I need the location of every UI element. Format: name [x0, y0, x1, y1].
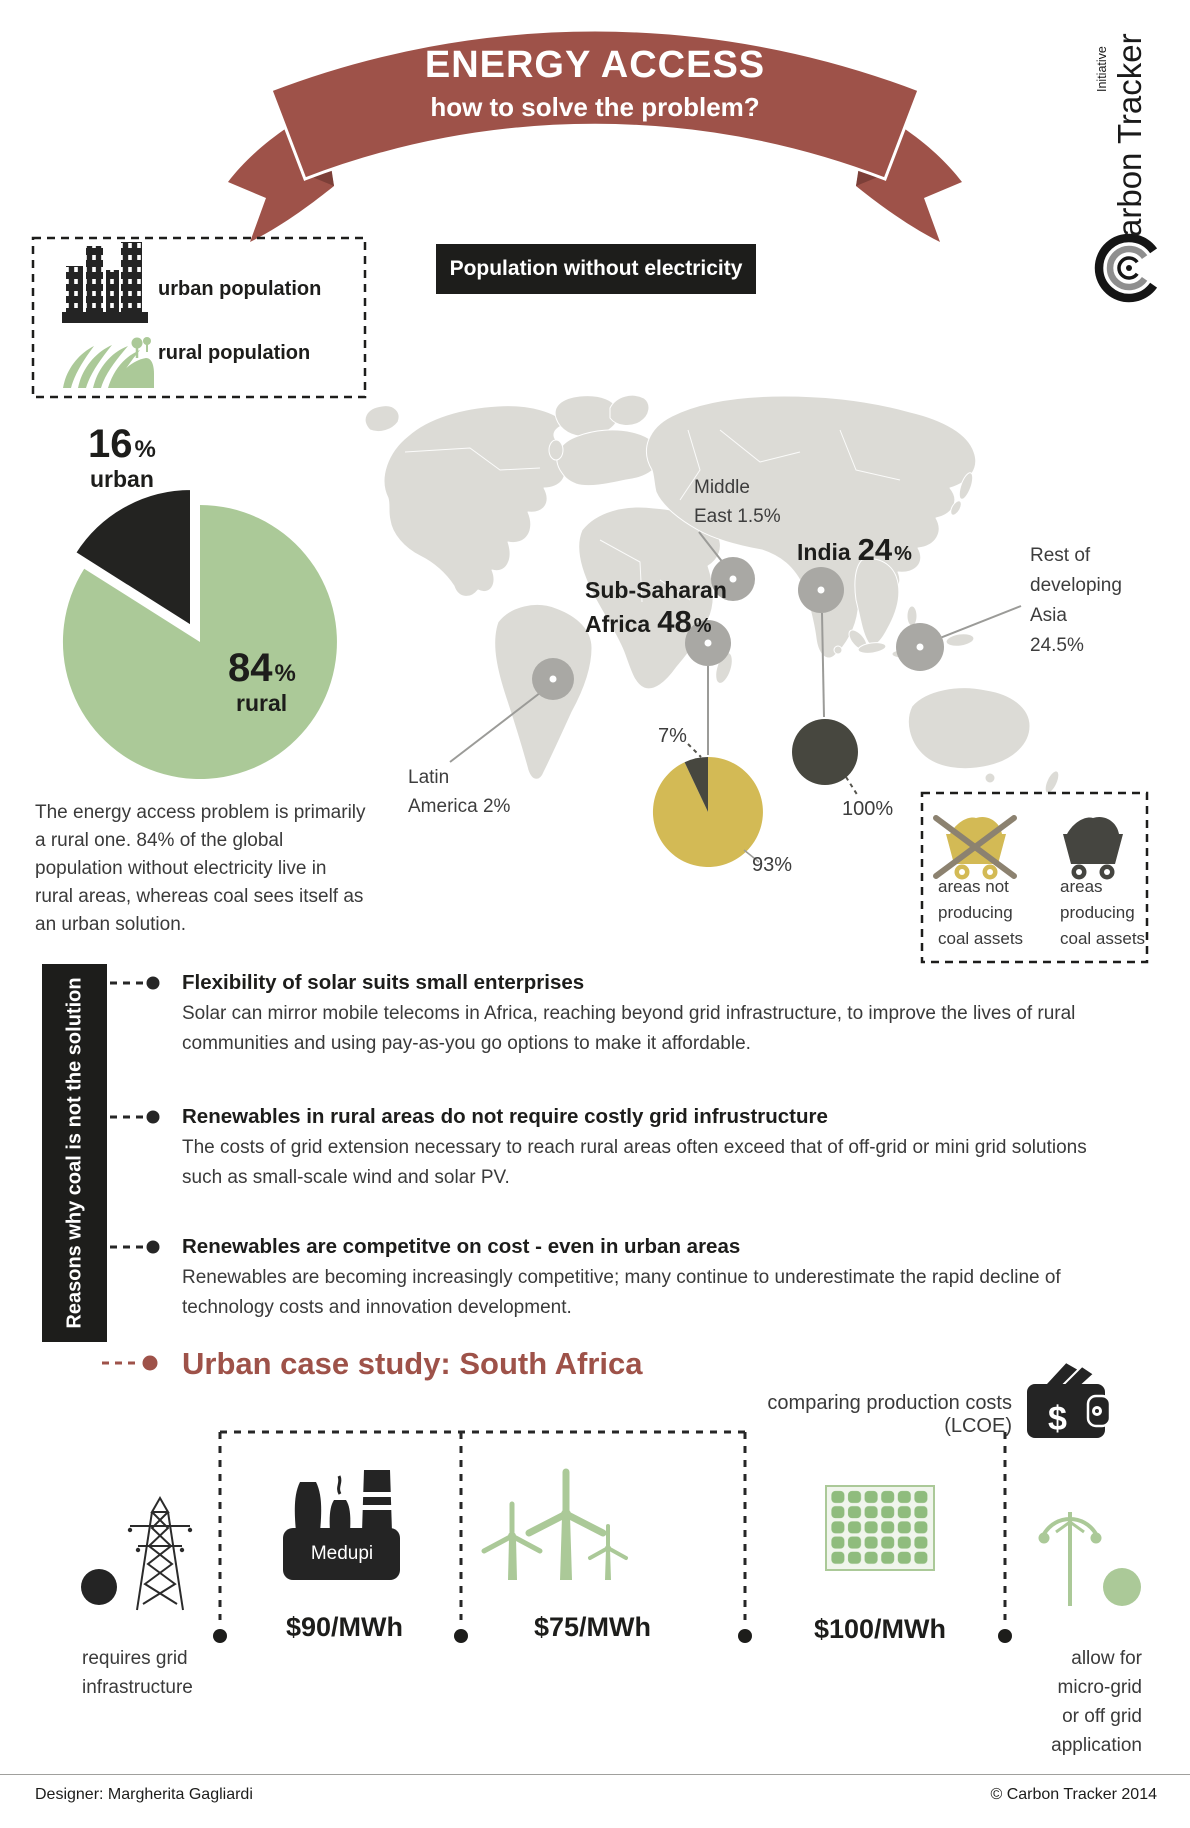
reasons-sidebar-label: Reasons why coal is not the solution: [63, 977, 85, 1329]
label-pie-100: 100%: [842, 798, 894, 820]
plant-name: Medupi: [310, 1543, 374, 1564]
label-rest-asia-line4: 24.5%: [1030, 635, 1084, 656]
urban-pct: %: [134, 436, 156, 463]
footer-copyright: © Carbon Tracker 2014: [990, 1786, 1157, 1803]
label-100-connector: [846, 777, 858, 796]
label-latin-line1: Latin: [408, 767, 450, 788]
urban-rural-pie: [63, 489, 337, 779]
footer-designer: Designer: Margherita Gagliardi: [35, 1786, 253, 1803]
label-rest-asia-line3: Asia: [1030, 605, 1067, 626]
offgrid-note-line4: application: [1051, 1735, 1142, 1756]
reason-3-body: Renewables are becoming increasingly competitive; many continue to underestimate the rapid decline of technology costs and innovation development.: [182, 1267, 1061, 1318]
coal-legend-producing: [1060, 874, 1145, 952]
label-middle-east-line2: East 1.5%: [694, 506, 781, 527]
label-sub-saharan-line1: Sub-Saharan: [585, 577, 727, 603]
case-study-title: Urban case study: South Africa: [182, 1346, 643, 1381]
population-legend-box: [33, 238, 365, 397]
label-sub-saharan-line2: Africa: [585, 611, 651, 637]
reasons-sidebar: [42, 964, 107, 1342]
coal-np-line2: producing: [938, 903, 1013, 922]
wallet-dollar: $: [1048, 1400, 1067, 1438]
map-header: Population without electricity: [436, 244, 756, 294]
city-icon: [62, 242, 148, 323]
sub-saharan-coal-pie: [653, 744, 763, 867]
map-australia: [908, 688, 1030, 769]
map-uk: [549, 440, 563, 460]
label-rest-asia-line1: Rest of: [1030, 545, 1091, 566]
rural-value: 84: [228, 646, 273, 690]
offgrid-dot-icon: [1103, 1568, 1141, 1606]
map-tasmania: [985, 773, 995, 783]
reason-1-title: Flexibility of solar suits small enterprises: [182, 971, 585, 994]
pie-100-circle: [792, 719, 858, 785]
intro-paragraph: The energy access problem is primarily a rural one. 84% of the global population without electricity live in rural areas, whereas coal sees itself as an urban solution.: [35, 802, 366, 935]
reason-2-body: The costs of grid extension necessary to reach rural areas often exceed that of off-grid or mini grid solutions such as small-scale wind and solar PV.: [182, 1137, 1087, 1188]
offgrid-note-line1: allow for: [1071, 1648, 1142, 1669]
pie-urban-word: urban: [90, 466, 154, 492]
grid-dot-icon: [81, 1569, 117, 1605]
pie-rural-word: rural: [236, 690, 288, 716]
banner-title: ENERGY ACCESS: [424, 44, 766, 86]
carbon-tracker-logo: [1095, 33, 1154, 298]
coal-p-line2: producing: [1060, 903, 1135, 922]
reason-bullets: [102, 977, 160, 1371]
map-philippines: [907, 606, 917, 626]
rest-asia-connector: [940, 606, 1021, 638]
map-alaska: [365, 406, 399, 432]
power-pole-icon: [1039, 1512, 1142, 1606]
solar-panel-icon: [826, 1486, 934, 1570]
label-rest-asia: [1030, 541, 1122, 661]
map-europe: [557, 430, 660, 486]
fields-icon: [63, 337, 154, 388]
offgrid-note-line3: or off grid: [1062, 1706, 1142, 1727]
logo-center-dot: [1126, 265, 1132, 271]
label-sub-saharan: [585, 576, 727, 640]
offgrid-note-line2: micro-grid: [1057, 1677, 1142, 1698]
wallet-icon: [1027, 1362, 1110, 1438]
coal-cart-producing-icon: [1063, 817, 1123, 880]
map-north-america: [384, 406, 575, 597]
label-7-connector: [688, 744, 701, 757]
label-india-name: India: [797, 539, 851, 565]
map-scandinavia: [610, 395, 649, 425]
transmission-tower-icon: [81, 1498, 192, 1610]
label-latin-america: [408, 763, 510, 821]
offgrid-note: [1012, 1644, 1142, 1760]
footer-divider: [0, 1774, 1190, 1775]
grid-note-line2: infrastructure: [82, 1677, 193, 1698]
grid-note-line1: requires grid: [82, 1648, 188, 1669]
map-indochina: [855, 559, 899, 645]
label-middle-east: [694, 473, 781, 531]
label-pie-7: 7%: [658, 725, 687, 747]
reason-3-title: Renewables are competitve on cost - even in urban areas: [182, 1235, 741, 1258]
label-india: [797, 532, 912, 568]
bullet-dot-1: [147, 977, 160, 990]
wind-price: $75/MWh: [533, 1612, 652, 1642]
brand-initiative: Initiative: [1095, 46, 1109, 92]
urban-value: 16: [88, 422, 133, 466]
coal-np-line3: coal assets: [938, 929, 1024, 948]
banner-subtitle: how to solve the problem?: [430, 92, 760, 122]
wind-turbines-icon: [484, 1472, 626, 1580]
rural-pct: %: [274, 660, 296, 687]
reason-2-title: Renewables in rural areas do not require costly grid infrustructure: [182, 1105, 828, 1128]
label-middle-east-line1: Middle: [694, 477, 750, 498]
map-new-zealand: [1042, 769, 1061, 795]
india-coal-pie: [792, 719, 858, 796]
label-sub-saharan-pct: %: [693, 615, 712, 637]
bullet-dot-case-study: [143, 1356, 158, 1371]
legend-rural-label: rural population: [158, 342, 311, 364]
grid-note: [82, 1644, 193, 1702]
label-india-pct: %: [894, 543, 912, 565]
lcoe-caption: comparing production costs (LCOE): [767, 1392, 1012, 1437]
coal-np-line1: areas not: [938, 877, 1009, 896]
coal-p-line3: coal assets: [1060, 929, 1146, 948]
label-india-value: 24: [857, 532, 893, 567]
pie-urban-value: [88, 424, 156, 464]
legend-urban-label: urban population: [158, 278, 322, 300]
label-sub-saharan-value: 48: [657, 604, 692, 639]
bullet-dot-2: [147, 1111, 160, 1124]
coal-price: $90/MWh: [285, 1612, 404, 1642]
pie-rural-value: [228, 648, 296, 688]
label-rest-asia-line2: developing: [1030, 575, 1122, 596]
coal-legend-not-producing: [938, 874, 1023, 952]
label-latin-line2: America 2%: [408, 796, 511, 817]
coal-p-line1: areas: [1060, 877, 1103, 896]
brand-wordmark: arbon Tracker: [1111, 33, 1148, 237]
label-pie-93: 93%: [752, 854, 793, 876]
bullet-dot-3: [147, 1241, 160, 1254]
map-sri-lanka: [834, 646, 842, 654]
coal-cart-not-producing-icon: [936, 817, 1014, 880]
reason-1-body: Solar can mirror mobile telecoms in Africa, reaching beyond grid infrastructure, to improve the lives of rural communities and using pay-as-you go options to make it affordable.: [182, 1003, 1076, 1054]
solar-price: $100/MWh: [813, 1614, 947, 1644]
